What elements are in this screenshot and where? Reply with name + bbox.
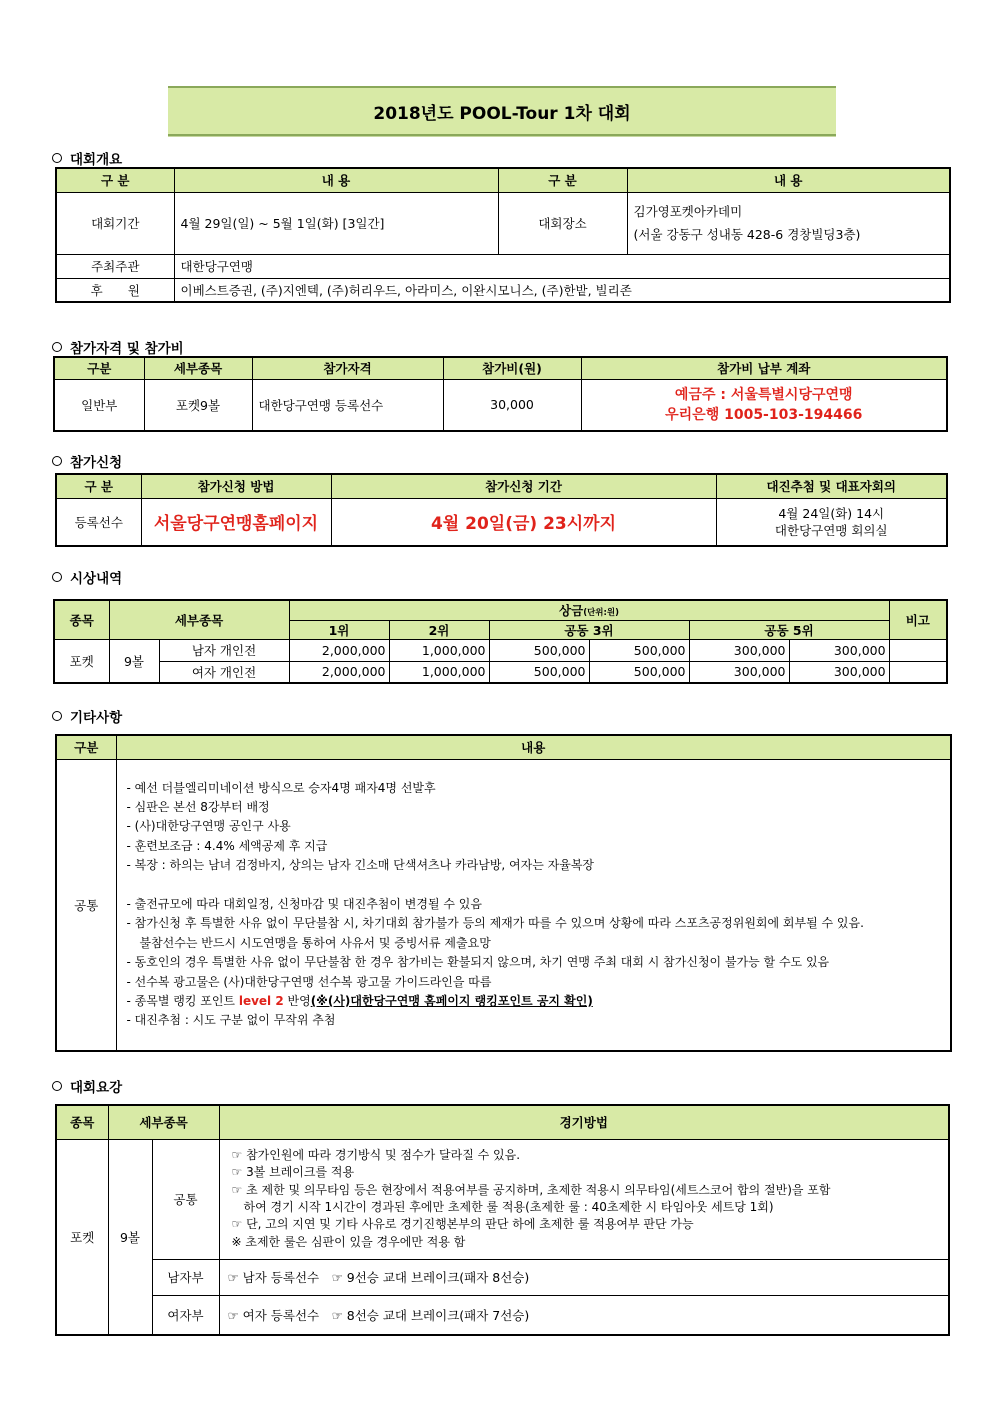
prizes-sub: 9볼 xyxy=(109,639,159,683)
rules-header-sub: 세부종목 xyxy=(108,1105,219,1139)
note-item: - 선수복 광고물은 (사)대한당구연맹 선수복 광고물 가이드라인을 따름 xyxy=(126,974,492,989)
section-overview-heading: 대회개요 xyxy=(52,148,122,168)
section-rules-heading: 대회요강 xyxy=(52,1076,122,1096)
rules-event: 포켓 xyxy=(56,1139,108,1335)
rule-line: ☞ 3볼 브레이크를 적용 xyxy=(231,1165,355,1180)
bullet-circle-icon xyxy=(52,153,62,163)
note-item: - 예선 더블엘리미네이션 방식으로 승자4명 패자4명 선발후 xyxy=(126,780,436,795)
rank-2nd: 2위 xyxy=(389,620,489,639)
prize-cell: 1,000,000 xyxy=(389,639,489,661)
prize-cell: 2,000,000 xyxy=(289,639,389,661)
prize-row-name: 남자 개인전 xyxy=(159,639,289,661)
rule-line: 하여 경기 시작 1시간이 경과된 후에만 초제한 룰 적용(초제한 룰 : 40초제한 시 타임아웃 세트당 1회) xyxy=(231,1200,774,1214)
host-label: 주최주관 xyxy=(56,254,174,278)
application-method: 서울당구연맹홈페이지 xyxy=(141,498,331,546)
section-application-heading: 참가신청 xyxy=(52,451,122,471)
document-title xyxy=(168,86,836,136)
eligibility-event: 포켓9볼 xyxy=(144,379,252,431)
eligibility-header-account: 참가비 납부 계좌 xyxy=(581,357,947,379)
ranking-notice-link: (※(사)대한당구연맹 홈페이지 랭킹포인트 공지 확인) xyxy=(310,994,593,1009)
rules-men-value: ☞ 남자 등록선수 ☞ 9선승 교대 브레이크(패자 8선승) xyxy=(219,1259,949,1295)
eligibility-account xyxy=(581,379,947,431)
other-table xyxy=(55,734,952,1052)
rule-line: ※ 초제한 룰은 심판이 있을 경우에만 적용 함 xyxy=(231,1234,466,1249)
rules-sub: 9볼 xyxy=(108,1139,152,1335)
section-eligibility-heading: 참가자격 및 참가비 xyxy=(52,337,184,357)
eligibility-header-event: 세부종목 xyxy=(144,357,252,379)
prize-cell: 300,000 xyxy=(789,639,889,661)
venue-value xyxy=(627,192,950,254)
note-item: - 출전규모에 따라 대회일정, 신청마감 및 대진추첨이 변경될 수 있음 xyxy=(126,897,482,912)
prizes-header-note: 비고 xyxy=(889,600,947,639)
prize-cell: 500,000 xyxy=(589,661,689,683)
overview-header-content: 내 용 xyxy=(174,168,498,192)
prizes-header-event: 종목 xyxy=(54,600,109,639)
bullet-circle-icon xyxy=(52,456,62,466)
prize-note xyxy=(889,639,947,661)
overview-header-category: 구 분 xyxy=(56,168,174,192)
section-other-heading: 기타사항 xyxy=(52,706,122,726)
prize-cell: 300,000 xyxy=(789,661,889,683)
bullet-circle-icon xyxy=(52,711,62,721)
other-notes-list xyxy=(121,779,947,1031)
application-draw xyxy=(716,498,947,546)
note-item: - 복장 : 하의는 남녀 검정바지, 상의는 남자 긴소매 단색셔츠나 카라남방, 여자는 자율복장 xyxy=(126,858,594,873)
account-number: 우리은행 1005-103-194466 xyxy=(665,406,863,423)
prizes-table xyxy=(53,599,948,684)
rule-line: ☞ 참가인원에 따라 경기방식 및 점수가 달라질 수 있음. xyxy=(231,1147,521,1162)
note-item: - (사)대한당구연맹 공인구 사용 xyxy=(126,819,291,834)
eligibility-qualification: 대한당구연맹 등록선수 xyxy=(252,379,443,431)
rules-men-label: 남자부 xyxy=(152,1259,219,1295)
prizes-header-sub: 세부종목 xyxy=(109,600,289,639)
bullet-circle-icon xyxy=(52,1081,62,1091)
venue-label: 대회장소 xyxy=(498,192,627,254)
rules-header-method: 경기방법 xyxy=(219,1105,949,1139)
note-item: - 훈련보조금 : 4.4% 세액공제 후 지급 xyxy=(126,838,328,853)
application-period: 4월 20일(금) 23시까지 xyxy=(331,498,716,546)
bullet-circle-icon xyxy=(52,572,62,582)
rules-common xyxy=(219,1139,949,1259)
note-item: 불참선수는 반드시 시도연맹을 통하여 사유서 및 증빙서류 제출요망 xyxy=(139,935,491,950)
other-header-category: 구분 xyxy=(56,735,116,759)
prize-note xyxy=(889,661,947,683)
other-header-content: 내용 xyxy=(116,735,951,759)
overview-header-category-2: 구 분 xyxy=(498,168,627,192)
rule-line: ☞ 단, 고의 지연 및 기타 사유로 경기진행본부의 판단 하에 초제한 룰 적용여부 판단 가능 xyxy=(231,1217,694,1232)
sponsor-label: 후 원 xyxy=(56,278,174,302)
rules-common-list xyxy=(224,1147,945,1251)
application-category: 등록선수 xyxy=(56,498,141,546)
host-value: 대한당구연맹 xyxy=(174,254,950,278)
prizes-header-prize: 상금(단위:원) xyxy=(289,600,889,620)
rules-women-label: 여자부 xyxy=(152,1295,219,1335)
prize-cell: 1,000,000 xyxy=(389,661,489,683)
period-value: 4월 29일(일) ~ 5월 1일(화) [3일간] xyxy=(174,192,498,254)
overview-table xyxy=(55,167,951,303)
section-prizes-heading: 시상내역 xyxy=(52,567,122,587)
prize-row-name: 여자 개인전 xyxy=(159,661,289,683)
rules-women-value: ☞ 여자 등록선수 ☞ 8선승 교대 브레이크(패자 7선승) xyxy=(219,1295,949,1335)
venue-name: 김가영포켓아카데미 xyxy=(633,204,743,219)
ranking-level: level 2 xyxy=(238,994,284,1009)
note-item: - 동호인의 경우 특별한 사유 없이 무단불참 한 경우 참가비는 환불되지 않으며, 차기 연맹 주최 대회 시 참가신청이 불가능 할 수도 있음 xyxy=(126,955,830,970)
eligibility-header-fee: 참가비(원) xyxy=(443,357,581,379)
eligibility-header-qualification: 참가자격 xyxy=(252,357,443,379)
venue-address: (서울 강동구 성내동 428-6 경창빌딩3층) xyxy=(633,227,861,242)
bullet-circle-icon xyxy=(52,342,62,352)
draw-place: 대한당구연맹 회의실 xyxy=(774,522,888,538)
account-holder: 예금주 : 서울특별시당구연맹 xyxy=(674,386,853,403)
eligibility-fee: 30,000 xyxy=(443,379,581,431)
other-notes xyxy=(116,759,951,1051)
note-item: - 대진추첨 : 시도 구분 없이 무작위 추첨 xyxy=(126,1013,336,1028)
rank-1st: 1위 xyxy=(289,620,389,639)
rules-table xyxy=(55,1104,950,1336)
eligibility-header-division: 구분 xyxy=(54,357,144,379)
period-label: 대회기간 xyxy=(56,192,174,254)
note-item: - 참가신청 후 특별한 사유 없이 무단불참 시, 차기대회 참가불가 등의 제재가 따를 수 있으며 상황에 따라 스포츠공정위원회에 회부될 수 있음. xyxy=(126,916,864,931)
prize-cell: 500,000 xyxy=(589,639,689,661)
note-item-ranking: - 종목별 랭킹 포인트 level 2 반영(※(사)대한당구연맹 홈페이지 랭킹포인트 공지 확인) xyxy=(126,994,593,1009)
application-header-period: 참가신청 기간 xyxy=(331,474,716,498)
application-header-method: 참가신청 방법 xyxy=(141,474,331,498)
prize-cell: 300,000 xyxy=(689,661,789,683)
document-title-text: 2018년도 POOL-Tour 1차 대회 xyxy=(373,103,631,124)
overview-header-content-2: 내 용 xyxy=(627,168,950,192)
other-category: 공통 xyxy=(56,759,116,1051)
prize-cell: 300,000 xyxy=(689,639,789,661)
rules-common-label: 공통 xyxy=(152,1139,219,1259)
note-spacer xyxy=(127,876,947,895)
application-header-draw: 대진추첨 및 대표자회의 xyxy=(716,474,947,498)
application-header-category: 구 분 xyxy=(56,474,141,498)
prize-cell: 500,000 xyxy=(489,639,589,661)
draw-datetime: 4월 24일(화) 14시 xyxy=(778,505,885,521)
rank-5th: 공동 5위 xyxy=(689,620,889,639)
rule-line: ☞ 초 제한 및 의무타임 등은 현장에서 적용여부를 공지하며, 초제한 적용시 의무타임(세트스코어 합의 절반)을 포함 xyxy=(231,1182,831,1197)
eligibility-division: 일반부 xyxy=(54,379,144,431)
rules-header-event: 종목 xyxy=(56,1105,108,1139)
note-item: - 심판은 본선 8강부터 배정 xyxy=(126,800,270,815)
prizes-unit: (단위:원) xyxy=(583,608,620,619)
prize-cell: 2,000,000 xyxy=(289,661,389,683)
prizes-event: 포켓 xyxy=(54,639,109,683)
sponsor-value: 이베스트증권, (주)지엔텍, (주)허리우드, 아라미스, 이완시모니스, (주)한밭, 빌리존 xyxy=(174,278,950,302)
application-table xyxy=(55,473,948,547)
rank-3rd: 공동 3위 xyxy=(489,620,689,639)
eligibility-table xyxy=(53,356,948,432)
prize-cell: 500,000 xyxy=(489,661,589,683)
